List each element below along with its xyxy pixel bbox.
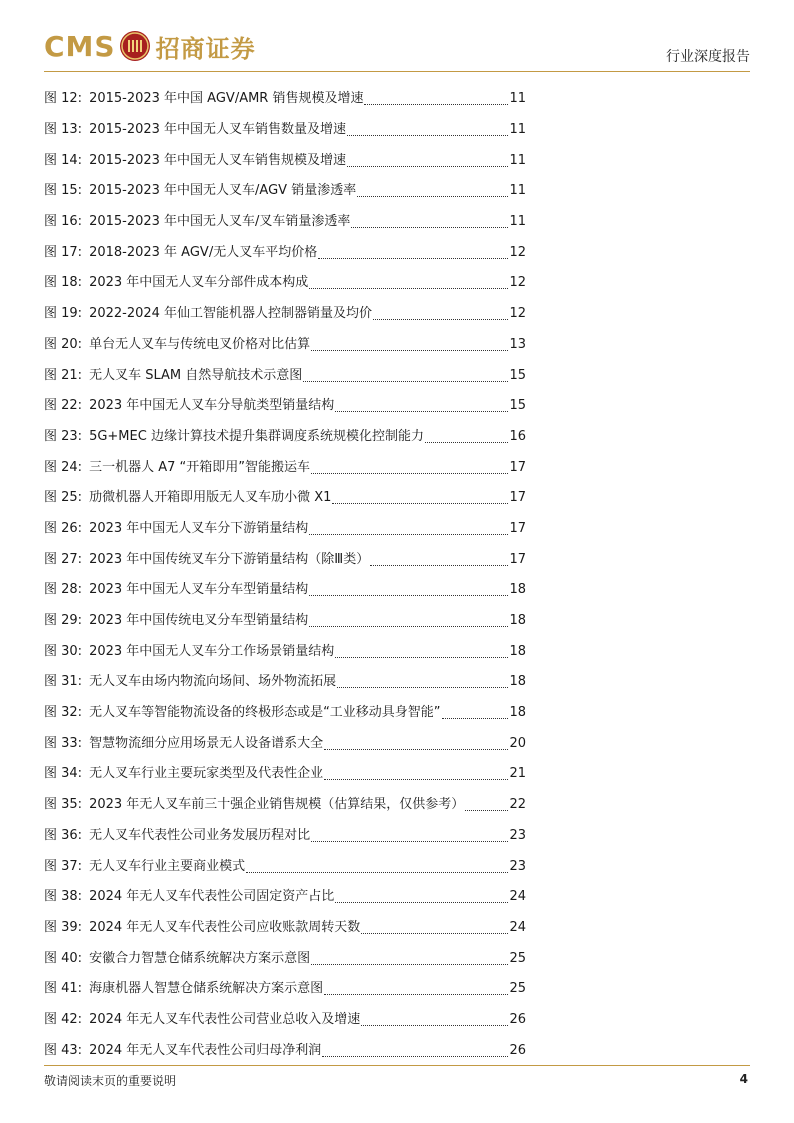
figure-page-number: 18: [509, 582, 526, 598]
toc-entry[interactable]: [44, 667, 526, 698]
figure-page-number: 17: [509, 520, 526, 536]
figure-title: 2023 年中国无人叉车分导航类型销量结构: [89, 398, 335, 414]
figure-page-number: 25: [509, 981, 526, 997]
toc-entry[interactable]: [44, 176, 526, 207]
toc-entry[interactable]: [44, 237, 526, 268]
figure-title: 无人叉车等智能物流设备的终极形态或是“工业移动具身智能”: [89, 705, 441, 721]
dot-leader: [309, 594, 508, 596]
disclaimer-text: 敬请阅读末页的重要说明: [44, 1074, 177, 1088]
figure-title: 2024 年无人叉车代表性公司营业总收入及增速: [89, 1011, 361, 1027]
figure-title: 2023 年中国无人叉车分下游销量结构: [89, 520, 309, 536]
figure-page-number: 26: [509, 1042, 526, 1058]
figure-number: 图 26:: [44, 520, 83, 536]
figure-page-number: 17: [509, 459, 526, 475]
toc-entry[interactable]: [44, 606, 526, 637]
figure-title: 5G+MEC 边缘计算技术提升集群调度系统规模化控制能力: [89, 428, 424, 444]
dot-leader: [357, 195, 508, 197]
figure-number: 图 39:: [44, 919, 83, 935]
toc-entry[interactable]: [44, 821, 526, 852]
toc-entry[interactable]: [44, 913, 526, 944]
figure-page-number: 12: [509, 275, 526, 291]
figure-title: 2023 年中国传统电叉分车型销量结构: [89, 613, 309, 629]
figure-page-number: 20: [509, 735, 526, 751]
toc-entry[interactable]: [44, 636, 526, 667]
toc-entry[interactable]: [44, 698, 526, 729]
toc-entry[interactable]: [44, 514, 526, 545]
toc-entry[interactable]: [44, 360, 526, 391]
toc-entry[interactable]: [44, 882, 526, 913]
figure-number: 图 23:: [44, 428, 83, 444]
figure-title: 无人叉车 SLAM 自然导航技术示意图: [89, 367, 303, 383]
figure-title: 2024 年无人叉车代表性公司固定资产占比: [89, 889, 335, 905]
page-number: 4: [739, 1072, 748, 1086]
figure-page-number: 15: [509, 367, 526, 383]
dot-leader: [311, 349, 508, 351]
toc-entry[interactable]: [44, 759, 526, 790]
figure-page-number: 18: [509, 705, 526, 721]
logo-chinese-name: 招商证券: [155, 33, 256, 63]
figure-number: 图 40:: [44, 950, 83, 966]
toc-entry[interactable]: [44, 1035, 526, 1066]
figure-number: 图 28:: [44, 582, 83, 598]
toc-entry[interactable]: [44, 483, 526, 514]
dot-leader: [309, 625, 508, 627]
figure-page-number: 18: [509, 674, 526, 690]
dot-leader: [324, 778, 508, 780]
figure-number: 图 33:: [44, 735, 83, 751]
dot-leader: [335, 901, 508, 903]
header-divider: [44, 71, 750, 72]
figure-number: 图 12:: [44, 91, 83, 107]
figure-title: 三一机器人 A7 “开箱即用”智能搬运车: [89, 459, 310, 475]
figure-title: 2018-2023 年 AGV/无人叉车平均价格: [89, 244, 318, 260]
figure-list: [44, 84, 526, 1066]
figure-number: 图 31:: [44, 674, 83, 690]
figure-number: 图 41:: [44, 981, 83, 997]
figure-title: 2024 年无人叉车代表性公司应收账款周转天数: [89, 919, 361, 935]
figure-page-number: 12: [509, 244, 526, 260]
figure-number: 图 15:: [44, 183, 83, 199]
dot-leader: [322, 1055, 508, 1057]
figure-number: 图 32:: [44, 705, 83, 721]
figure-page-number: 24: [509, 919, 526, 935]
figure-page-number: 12: [509, 306, 526, 322]
dot-leader: [318, 257, 508, 259]
figure-title: 2024 年无人叉车代表性公司归母净利润: [89, 1042, 322, 1058]
figure-number: 图 17:: [44, 244, 83, 260]
figure-title: 2023 年中国无人叉车分车型销量结构: [89, 582, 309, 598]
figure-title: 海康机器人智慧仓储系统解决方案示意图: [89, 981, 324, 997]
figure-page-number: 17: [509, 551, 526, 567]
dot-leader: [361, 1024, 508, 1026]
page-header: [0, 0, 794, 80]
logo-seal-icon: [120, 31, 150, 61]
figure-title: 劢微机器人开箱即用版无人叉车劢小微 X1: [89, 490, 332, 506]
figure-number: 图 43:: [44, 1042, 83, 1058]
dot-leader: [351, 226, 508, 228]
figure-number: 图 14:: [44, 152, 83, 168]
logo-cms-text: CMS: [44, 29, 116, 63]
figure-page-number: 24: [509, 889, 526, 905]
figure-number: 图 13:: [44, 122, 83, 138]
figure-number: 图 27:: [44, 551, 83, 567]
toc-entry[interactable]: [44, 330, 526, 361]
figure-page-number: 17: [509, 490, 526, 506]
toc-entry[interactable]: [44, 544, 526, 575]
dot-leader: [332, 502, 508, 504]
figure-page-number: 18: [509, 643, 526, 659]
dot-leader: [347, 134, 508, 136]
figure-title: 2015-2023 年中国无人叉车销售规模及增速: [89, 152, 347, 168]
figure-number: 图 37:: [44, 858, 83, 874]
figure-page-number: 23: [509, 827, 526, 843]
figure-number: 图 38:: [44, 889, 83, 905]
figure-page-number: 23: [509, 858, 526, 874]
figure-title: 2015-2023 年中国 AGV/AMR 销售规模及增速: [89, 91, 364, 107]
footer-divider: [44, 1065, 750, 1066]
report-type-label: 行业深度报告: [666, 49, 750, 65]
figure-page-number: 15: [509, 398, 526, 414]
dot-leader: [324, 748, 508, 750]
figure-page-number: 25: [509, 950, 526, 966]
dot-leader: [324, 993, 508, 995]
figure-title: 2023 年无人叉车前三十强企业销售规模（估算结果，仅供参考）: [89, 797, 465, 813]
figure-page-number: 16: [509, 428, 526, 444]
figure-number: 图 36:: [44, 827, 83, 843]
dot-leader: [373, 318, 508, 320]
dot-leader: [246, 871, 508, 873]
toc-entry[interactable]: [44, 974, 526, 1005]
toc-entry[interactable]: [44, 728, 526, 759]
figure-title: 智慧物流细分应用场景无人设备谱系大全: [89, 735, 324, 751]
figure-page-number: 18: [509, 613, 526, 629]
figure-page-number: 22: [509, 797, 526, 813]
figure-title: 无人叉车行业主要玩家类型及代表性企业: [89, 766, 324, 782]
figure-page-number: 26: [509, 1011, 526, 1027]
dot-leader: [311, 963, 508, 965]
figure-page-number: 11: [509, 91, 526, 107]
figure-title: 无人叉车由场内物流向场间、场外物流拓展: [89, 674, 337, 690]
figure-page-number: 11: [509, 152, 526, 168]
figure-page-number: 11: [509, 214, 526, 230]
toc-entry[interactable]: [44, 1005, 526, 1036]
figure-number: 图 22:: [44, 398, 83, 414]
figure-number: 图 18:: [44, 275, 83, 291]
dot-leader: [311, 840, 508, 842]
toc-entry[interactable]: [44, 422, 526, 453]
figure-title: 2023 年中国无人叉车分工作场景销量结构: [89, 643, 335, 659]
dot-leader: [309, 287, 508, 289]
figure-title: 无人叉车代表性公司业务发展历程对比: [89, 827, 311, 843]
toc-entry[interactable]: [44, 851, 526, 882]
toc-entry[interactable]: [44, 452, 526, 483]
figure-title: 2015-2023 年中国无人叉车销售数量及增速: [89, 122, 347, 138]
toc-entry[interactable]: [44, 207, 526, 238]
toc-entry[interactable]: [44, 943, 526, 974]
figure-title: 安徽合力智慧仓储系统解决方案示意图: [89, 950, 311, 966]
dot-leader: [303, 380, 508, 382]
figure-number: 图 19:: [44, 306, 83, 322]
figure-number: 图 25:: [44, 490, 83, 506]
dot-leader: [311, 472, 508, 474]
dot-leader: [442, 717, 509, 719]
figure-page-number: 11: [509, 183, 526, 199]
figure-title: 2015-2023 年中国无人叉车/叉车销量渗透率: [89, 214, 351, 230]
dot-leader: [364, 103, 508, 105]
figure-title: 单台无人叉车与传统电叉价格对比估算: [89, 336, 311, 352]
figure-number: 图 21:: [44, 367, 83, 383]
dot-leader: [370, 564, 508, 566]
figure-number: 图 29:: [44, 613, 83, 629]
toc-entry[interactable]: [44, 575, 526, 606]
company-logo: [44, 26, 256, 66]
figure-page-number: 13: [509, 336, 526, 352]
figure-title: 2022-2024 年仙工智能机器人控制器销量及均价: [89, 306, 373, 322]
toc-entry[interactable]: [44, 790, 526, 821]
figure-title: 无人叉车行业主要商业模式: [89, 858, 246, 874]
toc-entry[interactable]: [44, 299, 526, 330]
figure-number: 图 34:: [44, 766, 83, 782]
figure-number: 图 35:: [44, 797, 83, 813]
figure-number: 图 16:: [44, 214, 83, 230]
toc-entry[interactable]: [44, 115, 526, 146]
figure-number: 图 20:: [44, 336, 83, 352]
dot-leader: [335, 410, 508, 412]
figure-number: 图 42:: [44, 1011, 83, 1027]
dot-leader: [335, 656, 508, 658]
toc-entry[interactable]: [44, 145, 526, 176]
toc-entry[interactable]: [44, 84, 526, 115]
dot-leader: [361, 932, 508, 934]
dot-leader: [337, 686, 508, 688]
dot-leader: [309, 533, 508, 535]
toc-entry[interactable]: [44, 391, 526, 422]
dot-leader: [465, 809, 508, 811]
figure-number: 图 24:: [44, 459, 83, 475]
dot-leader: [425, 441, 509, 443]
figure-page-number: 11: [509, 122, 526, 138]
figure-title: 2015-2023 年中国无人叉车/AGV 销量渗透率: [89, 183, 357, 199]
dot-leader: [347, 165, 508, 167]
figure-number: 图 30:: [44, 643, 83, 659]
figure-page-number: 21: [509, 766, 526, 782]
figure-title: 2023 年中国传统叉车分下游销量结构（除Ⅲ类）: [89, 551, 370, 567]
toc-entry[interactable]: [44, 268, 526, 299]
figure-title: 2023 年中国无人叉车分部件成本构成: [89, 275, 309, 291]
